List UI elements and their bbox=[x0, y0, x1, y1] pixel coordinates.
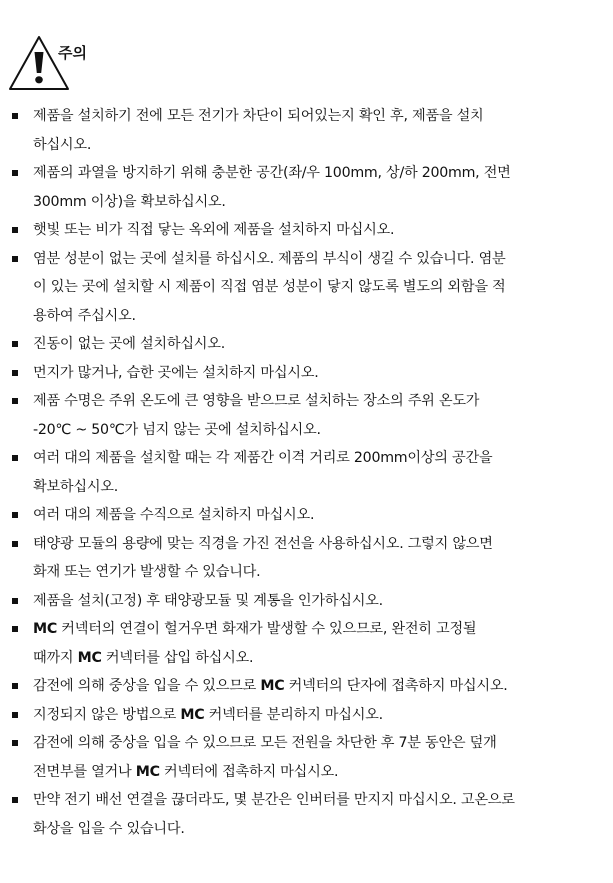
caution-item-text: 제품을 설치(고정) 후 태양광모듈 및 계통을 인가하십시오. bbox=[33, 592, 383, 609]
bullet-icon bbox=[12, 256, 18, 262]
caution-item-text: 진동이 없는 곳에 설치하십시오. bbox=[33, 336, 225, 352]
bullet-icon bbox=[12, 170, 18, 176]
bullet-icon bbox=[12, 227, 18, 233]
bullet-icon bbox=[12, 370, 18, 376]
caution-item-text: 화재 또는 연기가 발생할 수 있습니다. bbox=[33, 564, 261, 580]
bullet-icon bbox=[12, 712, 18, 718]
caution-item bbox=[0, 216, 613, 245]
caution-item-text: 먼지가 많거나, 습한 곳에는 설치하지 마십시오. bbox=[33, 364, 319, 381]
bullet-icon bbox=[12, 626, 18, 632]
caution-item-text: 여러 대의 제품을 수직으로 설치하지 마십시오. bbox=[33, 507, 315, 523]
caution-item-text: 화상을 입을 수 있습니다. bbox=[33, 820, 185, 837]
caution-title: 주의 bbox=[58, 44, 87, 62]
caution-item-text: 때까지 MC 커넥터를 삽입 하십시오. bbox=[33, 649, 254, 666]
bullet-icon bbox=[12, 455, 18, 461]
caution-item bbox=[0, 359, 613, 388]
caution-item-text: 제품의 과열을 방지하기 위해 충분한 공간(좌/우 100mm, 상/하 200mm, 전면 bbox=[33, 165, 511, 181]
caution-item-text: 300mm 이상)을 확보하십시오. bbox=[33, 193, 226, 210]
caution-item-text: 제품 수명은 주위 온도에 큰 영향을 받으므로 설치하는 장소의 주위 온도가 bbox=[33, 393, 480, 409]
caution-item bbox=[0, 701, 613, 730]
caution-item bbox=[0, 330, 613, 359]
caution-item-text: 용하여 주십시오. bbox=[33, 307, 136, 324]
caution-item bbox=[0, 501, 613, 530]
bullet-icon bbox=[12, 541, 18, 547]
bullet-icon bbox=[12, 512, 18, 518]
caution-item-text: MC 커넥터의 연결이 헐거우면 화재가 발생할 수 있으므로, 완전히 고정될 bbox=[33, 621, 477, 637]
caution-item-text: 확보하십시오. bbox=[33, 478, 118, 495]
caution-item bbox=[0, 530, 613, 587]
caution-item bbox=[0, 729, 613, 786]
caution-item bbox=[0, 159, 613, 216]
caution-item-text: 감전에 의해 중상을 입을 수 있으므로 MC 커넥터의 단자에 접촉하지 마십시오. bbox=[33, 678, 508, 694]
caution-list bbox=[0, 102, 613, 843]
caution-item bbox=[0, 587, 613, 616]
bullet-icon bbox=[12, 598, 18, 604]
caution-item-text: 염분 성분이 없는 곳에 설치를 하십시오. 제품의 부식이 생길 수 있습니다. 염분 bbox=[33, 250, 506, 267]
caution-item-text: 햇빛 또는 비가 직접 닿는 옥외에 제품을 설치하지 마십시오. bbox=[33, 222, 395, 238]
caution-item-text: 감전에 의해 중상을 입을 수 있으므로 모든 전원을 차단한 후 7분 동안은 덮개 bbox=[33, 735, 497, 751]
caution-item-text: 전면부를 열거나 MC 커넥터에 접촉하지 마십시오. bbox=[33, 763, 339, 780]
caution-item-text: 하십시오. bbox=[33, 136, 92, 153]
caution-item bbox=[0, 387, 613, 444]
caution-item bbox=[0, 672, 613, 701]
caution-item bbox=[0, 102, 613, 159]
caution-item bbox=[0, 444, 613, 501]
caution-item-text: 지정되지 않은 방법으로 MC 커넥터를 분리하지 마십시오. bbox=[33, 706, 383, 723]
caution-item-text: -20℃ ~ 50℃가 넘지 않는 곳에 설치하십시오. bbox=[33, 421, 321, 438]
caution-item bbox=[0, 786, 613, 843]
caution-item bbox=[0, 245, 613, 331]
caution-item-text: 만약 전기 배선 연결을 끊더라도, 몇 분간은 인버터를 만지지 마십시오. 고온으로 bbox=[33, 792, 515, 808]
caution-item-text: 태양광 모듈의 용량에 맞는 직경을 가진 전선을 사용하십시오. 그렇지 않으면 bbox=[33, 535, 493, 552]
caution-header bbox=[6, 34, 87, 92]
bullet-icon bbox=[12, 113, 18, 119]
bullet-icon bbox=[12, 740, 18, 746]
caution-item-text: 이 있는 곳에 설치할 시 제품이 직접 염분 성분이 닿지 않도록 별도의 외함을 적 bbox=[33, 279, 506, 295]
caution-item bbox=[0, 615, 613, 672]
bullet-icon bbox=[12, 398, 18, 404]
bullet-icon bbox=[12, 341, 18, 347]
bullet-icon bbox=[12, 683, 18, 689]
caution-item-text: 제품을 설치하기 전에 모든 전기가 차단이 되어있는지 확인 후, 제품을 설치 bbox=[33, 108, 484, 124]
caution-item-text: 여러 대의 제품을 설치할 때는 각 제품간 이격 거리로 200mm이상의 공간을 bbox=[33, 450, 493, 466]
bullet-icon bbox=[12, 797, 18, 803]
